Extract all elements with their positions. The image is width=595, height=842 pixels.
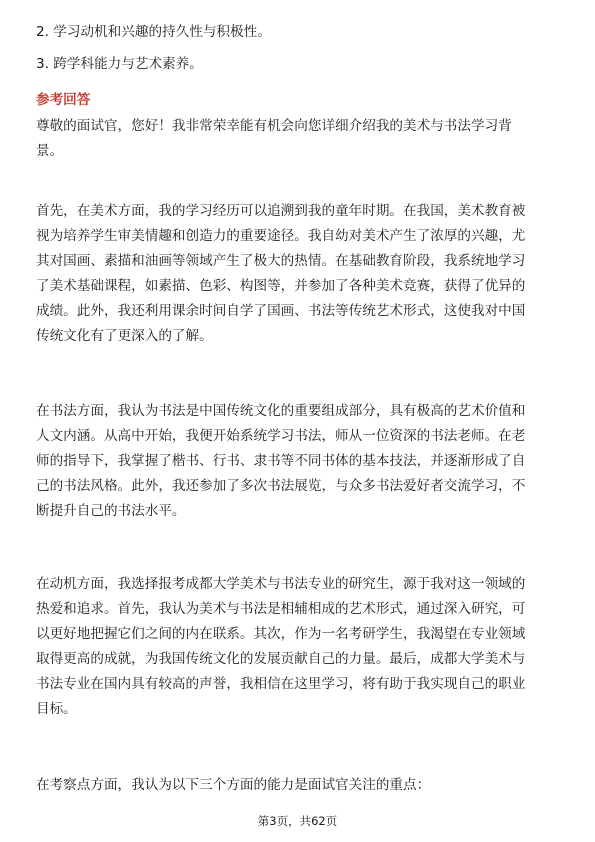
paragraph-motivation <box>36 572 559 722</box>
paragraph-intro <box>36 114 559 164</box>
text-line: 在书法方面，我认为书法是中国传统文化的重要组成部分，具有极高的艺术价值和 <box>36 403 526 419</box>
paragraph-calligraphy <box>36 399 559 524</box>
text-line: 景。 <box>36 143 64 159</box>
text-line: 断提升自己的书法水平。 <box>36 503 186 519</box>
text-line: 以更好地把握它们之间的内在联系。其次，作为一名考研学生，我渴望在专业领域 <box>36 626 526 642</box>
list-item: 2. 学习动机和兴趣的持久性与积极性。 <box>36 24 271 40</box>
text-line: 取得更高的成就，为我国传统文化的发展贡献自己的力量。最后，成都大学美术与 <box>36 651 526 667</box>
text-line: 传统文化有了更深入的了解。 <box>36 328 213 344</box>
answer-label: 参考回答 <box>36 92 91 108</box>
text-line: 首先，在美术方面，我的学习经历可以追溯到我的童年时期。在我国，美术教育被 <box>36 203 526 219</box>
text-line: 师的指导下，我掌握了楷书、行书、隶书等不同书体的基本技法，并逐渐形成了自 <box>36 453 526 469</box>
paragraph-art <box>36 199 559 349</box>
text-line: 目标。 <box>36 701 77 717</box>
page-number: 第3页，共62页 <box>257 814 338 828</box>
text-line: 尊敬的面试官，您好！我非常荣幸能有机会向您详细介绍我的美术与书法学习背 <box>36 118 512 134</box>
text-line: 成绩。此外，我还利用课余时间自学了国画、书法等传统艺术形式，这使我对中国 <box>36 303 526 319</box>
text-line: 人文内涵。从高中开始，我便开始系统学习书法，师从一位资深的书法老师。在老 <box>36 428 526 444</box>
text-line: 热爱和追求。首先，我认为美术与书法是相辅相成的艺术形式，通过深入研究，可 <box>36 601 526 617</box>
text-line: 其对国画、素描和油画等领域产生了极大的热情。在基础教育阶段，我系统地学习 <box>36 253 526 269</box>
text-line: 了美术基础课程，如素描、色彩、构图等，并参加了各种美术竞赛，获得了优异的 <box>36 278 526 294</box>
text-line: 视为培养学生审美情趣和创造力的重要途径。我自幼对美术产生了浓厚的兴趣，尤 <box>36 228 526 244</box>
text-line: 在动机方面，我选择报考成都大学美术与书法专业的研究生，源于我对这一领域的 <box>36 576 526 592</box>
text-line: 在考察点方面，我认为以下三个方面的能力是面试官关注的重点： <box>36 777 431 793</box>
paragraph-assessment <box>36 773 559 798</box>
text-line: 书法专业在国内具有较高的声誉，我相信在这里学习，将有助于我实现自己的职业 <box>36 676 526 692</box>
list-item: 3. 跨学科能力与艺术素养。 <box>36 56 203 72</box>
text-line: 己的书法风格。此外，我还参加了多次书法展览，与众多书法爱好者交流学习，不 <box>36 478 526 494</box>
